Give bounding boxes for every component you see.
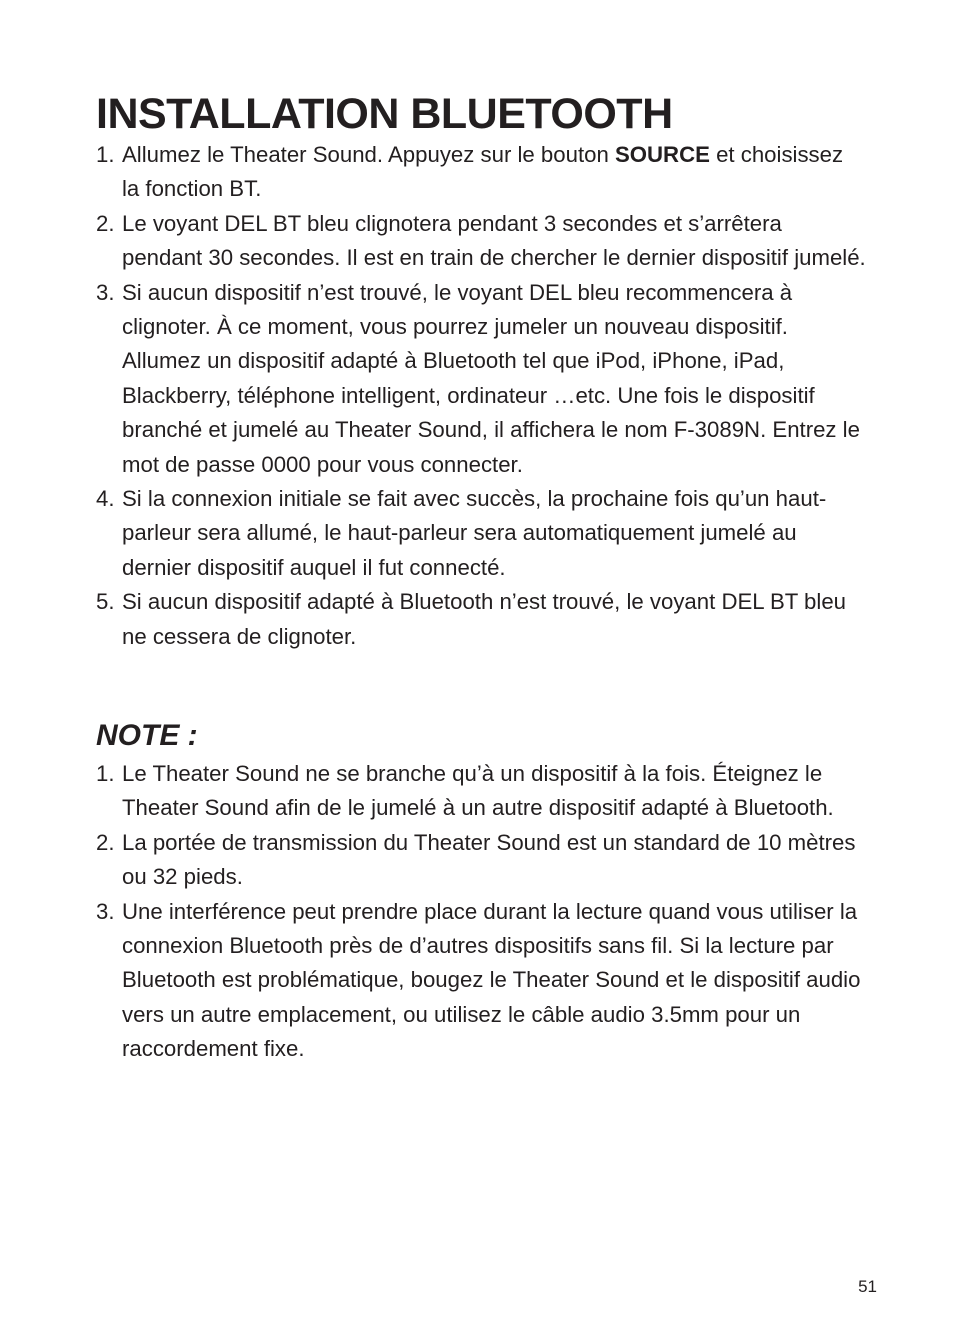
list-item: [96, 757, 866, 826]
list-item-text: Si aucun dispositif n’est trouvé, le voyant DEL bleu recommencera à clignoter. À ce moment, vous pourrez jumeler un nouveau dispositif. Allumez un dispositif adapté à Bluetooth tel que iPod, iPhone, iPad, Blackberry, téléphone intelligent, ordinateur …etc. Une fois le dispositif branché et jumelé au Theater Sound, il affichera le nom F-3089N. Entrez le mot de passe 0000 pour vous connecter.: [122, 279, 860, 477]
list-item-text: La portée de transmission du Theater Sound est un standard de 10 mètres ou 32 pieds.: [122, 829, 856, 890]
list-item-number: 1.: [96, 142, 115, 167]
page-title: INSTALLATION BLUETOOTH: [96, 90, 673, 138]
list-item-number: 3.: [96, 279, 115, 305]
notes-list: [96, 757, 866, 1067]
page-number: 51: [858, 1277, 877, 1296]
list-item-text: Le Theater Sound ne se branche qu’à un dispositif à la fois. Éteignez le Theater Sound afin de le jumelé à un autre dispositif adapté à Bluetooth.: [122, 761, 834, 821]
list-item: [96, 276, 866, 482]
list-item-number: 3.: [96, 898, 115, 924]
list-item-text: Une interférence peut prendre place durant la lecture quand vous utiliser la connexion Bluetooth près de d’autres dispositifs sans fil. Si la lecture par Bluetooth est problématique, bougez le Theater Sound et le dispositif audio vers un autre emplacement, ou utilisez le câble audio 3.5mm pour un raccordement fixe.: [122, 898, 861, 1062]
list-item-text: [122, 142, 843, 201]
list-item-number: 4.: [96, 486, 115, 512]
note-heading: NOTE :: [96, 719, 198, 752]
list-item: [96, 895, 866, 1067]
list-item: [96, 138, 866, 207]
list-item-text-part: Allumez le Theater Sound. Appuyez sur le bouton: [122, 142, 615, 167]
source-button-label: SOURCE: [614, 142, 710, 167]
list-item: [96, 585, 866, 654]
list-item-text: Le voyant DEL BT bleu clignotera pendant 3 secondes et s’arrêtera pendant 30 secondes. Il est en train de chercher le dernier dispositif jumelé.: [122, 210, 866, 271]
list-item-text: Si aucun dispositif adapté à Bluetooth n’est trouvé, le voyant DEL BT bleu ne cessera de clignoter.: [122, 589, 847, 649]
list-item-text: Si la connexion initiale se fait avec succès, la prochaine fois qu’un haut-parleur sera allumé, le haut-parleur sera automatiquement jumelé au dernier dispositif auquel il fut connecté.: [122, 486, 827, 580]
list-item-number: 2.: [96, 829, 115, 855]
list-item-number: 2.: [96, 210, 115, 236]
list-item: [96, 482, 866, 585]
list-item-number: 5.: [96, 589, 115, 615]
list-item-number: 1.: [96, 761, 115, 786]
installation-steps-list: [96, 138, 866, 654]
list-item: [96, 826, 866, 895]
list-item-text-part: et choisissez la fonction BT.: [122, 142, 844, 202]
list-item: [96, 207, 866, 276]
